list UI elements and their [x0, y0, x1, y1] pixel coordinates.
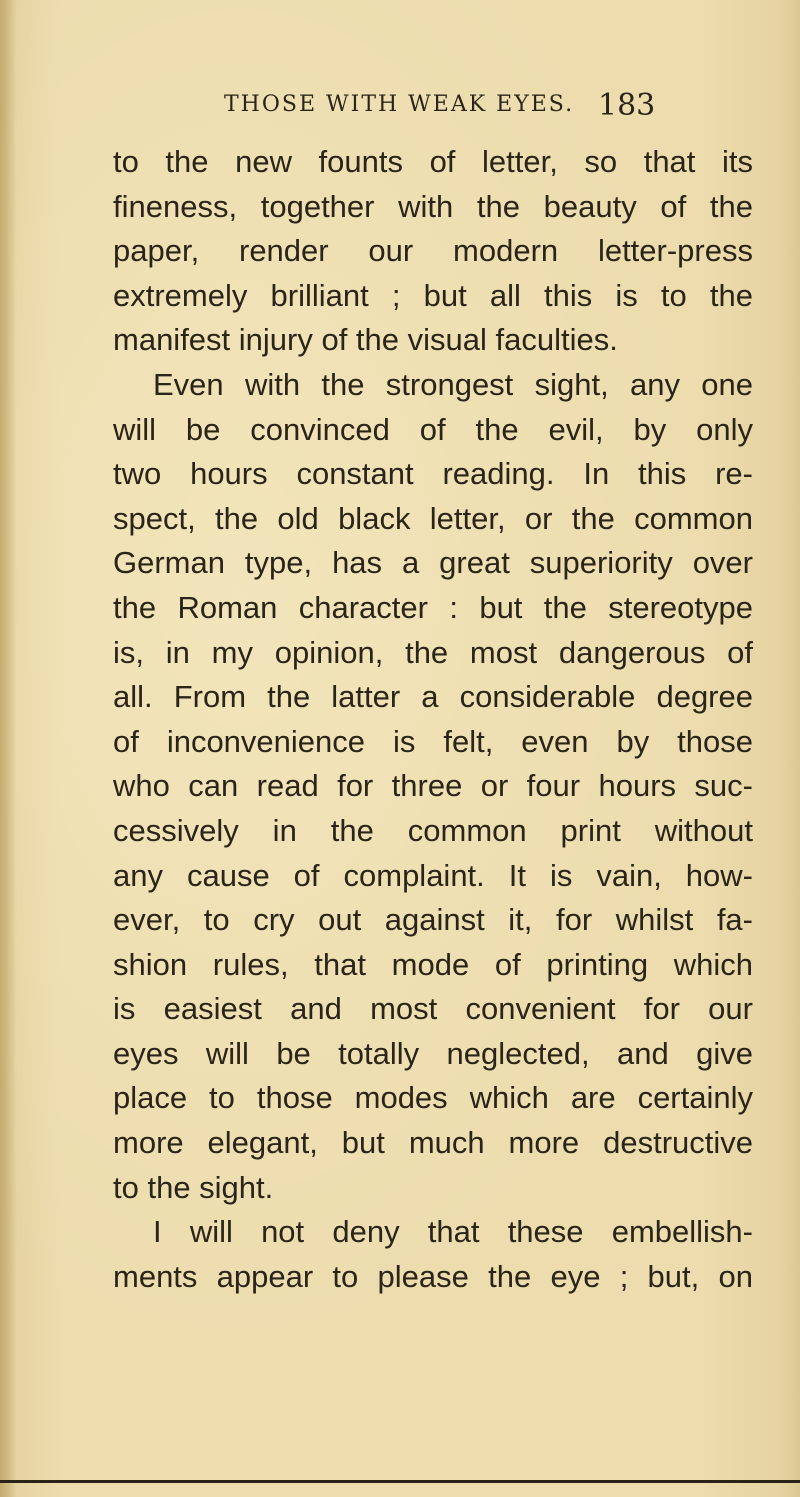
text-line: ever, to cry out against it, for whilst fa-	[113, 902, 753, 938]
text-line: extremely brilliant ; but all this is to the	[113, 277, 753, 313]
text-line: ments appear to please the eye ; but, on	[113, 1258, 753, 1294]
text-line: all. From the latter a considerable degree	[113, 679, 753, 715]
text-line: will be convinced of the evil, by only	[113, 411, 753, 447]
text-line: two hours constant reading. In this re-	[113, 456, 753, 492]
text-line: fineness, together with the beauty of the	[113, 188, 753, 224]
text-line: who can read for three or four hours suc-	[113, 768, 753, 804]
text-line: cessively in the common print without	[113, 812, 753, 848]
text-line: any cause of complaint. It is vain, how-	[113, 857, 753, 893]
text-line: paper, render our modern letter-press	[113, 233, 753, 269]
text-line: is easiest and most convenient for our	[113, 991, 753, 1027]
text-line: to the new founts of letter, so that its	[113, 144, 753, 179]
text-line: to the sight.	[113, 1169, 274, 1205]
text-line: shion rules, that mode of printing which	[113, 946, 753, 982]
text-line: manifest injury of the visual faculties.	[113, 322, 618, 358]
text-line: is, in my opinion, the most dangerous of	[113, 634, 753, 670]
text-line: more elegant, but much more destructive	[113, 1125, 753, 1161]
text-line: of inconvenience is felt, even by those	[113, 723, 753, 759]
page-number: 183	[598, 88, 656, 123]
text-line: I will not deny that these embellish-	[153, 1214, 753, 1250]
page-bottom-edge	[0, 1480, 800, 1483]
text-line: spect, the old black letter, or the common	[113, 500, 753, 536]
text-line: place to those modes which are certainly	[113, 1080, 753, 1116]
text-line: German type, has a great superiority over	[113, 545, 753, 581]
text-line: Even with the strongest sight, any one	[153, 366, 753, 402]
page-header	[0, 88, 800, 128]
body-text	[113, 140, 753, 1299]
text-line: eyes will be totally neglected, and give	[113, 1035, 753, 1071]
page-gutter-shadow	[0, 0, 16, 1497]
running-head: THOSE WITH WEAK EYES.	[224, 92, 575, 117]
text-line: the Roman character : but the stereotype	[113, 589, 753, 625]
